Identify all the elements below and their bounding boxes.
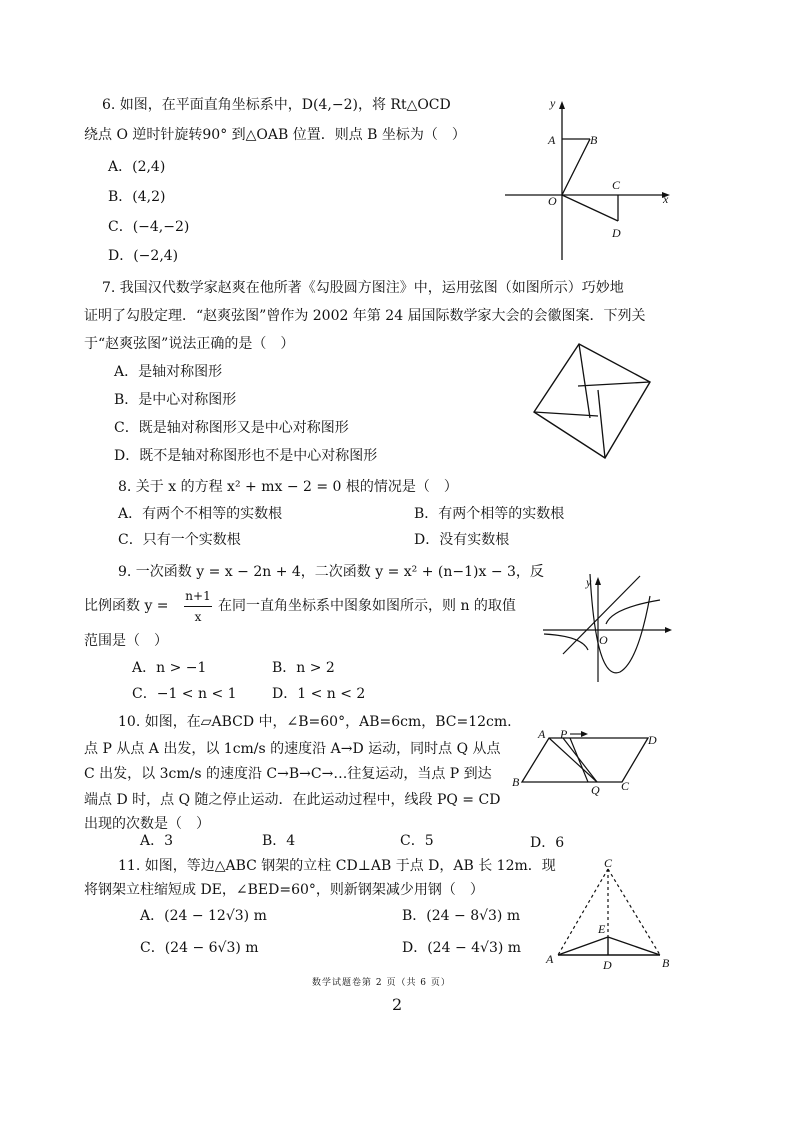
q8-option-d: D．没有实数根 bbox=[414, 532, 510, 548]
q10-b-label: B bbox=[512, 775, 520, 789]
q6-x-label: x bbox=[663, 192, 669, 206]
q9-stem-line2-pre: 比例函数 y = bbox=[84, 598, 169, 614]
q8-option-b: B．有两个相等的实数根 bbox=[414, 506, 565, 522]
q11-e-label: E bbox=[598, 922, 606, 936]
q10-d-label: D bbox=[648, 733, 657, 747]
q10-option-c: C．5 bbox=[400, 833, 434, 849]
q11-option-c: C．(24 − 6√3) m bbox=[140, 940, 259, 956]
q6-a-label: A bbox=[548, 133, 556, 147]
q10-option-d: D．6 bbox=[530, 835, 565, 851]
q9-fraction-numerator: n+1 bbox=[185, 589, 211, 603]
q11-c-label: C bbox=[604, 856, 613, 870]
q9-option-b: B．n > 2 bbox=[272, 660, 335, 676]
q8-stem: 8. 关于 x 的方程 x² + mx − 2 = 0 根的情况是（ ） bbox=[118, 479, 458, 495]
q7-zhao-shuang-figure bbox=[528, 340, 658, 460]
q10-q-label: Q bbox=[591, 783, 600, 797]
q10-stem-line2: 点 P 从点 A 出发，以 1cm/s 的速度沿 A→D 运动，同时点 Q 从点 bbox=[84, 741, 501, 757]
q6-y-label: y bbox=[550, 96, 556, 110]
q6-o-label: O bbox=[548, 194, 557, 208]
q11-option-b: B．(24 − 8√3) m bbox=[402, 908, 521, 924]
q9-option-c: C．−1 < n < 1 bbox=[132, 686, 237, 702]
q9-stem-line2-post: 在同一直角坐标系中图象如图所示，则 n 的取值 bbox=[218, 598, 516, 614]
page-number: 2 bbox=[392, 995, 403, 1014]
q9-function-graphs-figure bbox=[538, 570, 673, 685]
q10-stem-line4: 端点 D 时，点 Q 随之停止运动．在此运动过程中，线段 PQ = CD bbox=[84, 792, 501, 808]
q7-stem-line2: 证明了勾股定理．“赵爽弦图”曾作为 2002 年第 24 届国际数学家大会的会徽图案．下列关 bbox=[84, 308, 646, 324]
q11-stem-line1: 11. 如图，等边△ABC 钢架的立柱 CD⊥AB 于点 D，AB 长 12m．现 bbox=[118, 858, 556, 874]
q10-stem-line5: 出现的次数是（ ） bbox=[84, 816, 210, 832]
q7-stem-line3: 于“赵爽弦图”说法正确的是（ ） bbox=[84, 336, 295, 352]
q9-y-label: y bbox=[586, 575, 592, 589]
q10-option-b: B．4 bbox=[262, 833, 296, 849]
q8-option-c: C．只有一个实数根 bbox=[118, 532, 241, 548]
q9-option-d: D．1 < n < 2 bbox=[272, 686, 366, 702]
q11-option-d: D．(24 − 4√3) m bbox=[402, 940, 522, 956]
q9-fraction-denominator: x bbox=[194, 610, 202, 624]
q6-stem-line2: 绕点 O 逆时针旋转90° 到△OAB 位置．则点 B 坐标为（ ） bbox=[84, 127, 466, 143]
q6-c-label: C bbox=[612, 178, 621, 192]
q9-stem-line1: 9. 一次函数 y = x − 2n + 4，二次函数 y = x² + (n−1)x − 3，反 bbox=[118, 564, 544, 580]
q6-b-label: B bbox=[590, 133, 598, 147]
q10-parallelogram-figure bbox=[508, 724, 668, 800]
q9-stem-line3: 范围是（ ） bbox=[84, 633, 168, 649]
q7-option-c: C．既是轴对称图形又是中心对称图形 bbox=[114, 420, 349, 436]
q9-option-a: A．n > −1 bbox=[132, 660, 207, 676]
q10-p-label: P bbox=[560, 727, 568, 741]
q10-stem-line3: C 出发，以 3cm/s 的速度沿 C→B→C→…往复运动，当点 P 到达 bbox=[84, 766, 492, 782]
q10-stem-line1: 10. 如图，在▱ABCD 中，∠B=60°，AB=6cm，BC=12cm. bbox=[118, 714, 512, 730]
q11-steel-frame-figure bbox=[540, 855, 680, 975]
q8-option-a: A．有两个不相等的实数根 bbox=[118, 506, 283, 522]
q10-c-label: C bbox=[621, 779, 630, 793]
q11-option-a: A．(24 − 12√3) m bbox=[140, 908, 267, 924]
q7-option-d: D．既不是轴对称图形也不是中心对称图形 bbox=[114, 448, 378, 464]
q11-b-label: B bbox=[662, 956, 670, 970]
q6-option-c: C．(−4,−2) bbox=[108, 219, 190, 235]
q9-o-label: O bbox=[599, 633, 608, 647]
q6-stem-line1: 6. 如图，在平面直角坐标系中，D(4,−2)，将 Rt△OCD bbox=[102, 97, 451, 113]
q6-option-a: A．(2,4) bbox=[108, 159, 166, 175]
q10-a-label: A bbox=[538, 727, 546, 741]
q9-fraction-bar bbox=[184, 606, 212, 607]
q7-stem-line1: 7. 我国汉代数学家赵爽在他所著《勾股圆方图注》中，运用弦图（如图所示）巧妙地 bbox=[102, 280, 624, 296]
q7-option-a: A．是轴对称图形 bbox=[114, 364, 223, 380]
q6-option-d: D．(−2,4) bbox=[108, 248, 179, 264]
q11-a-label: A bbox=[546, 952, 554, 966]
q6-option-b: B．(4,2) bbox=[108, 189, 166, 205]
q11-stem-line2: 将钢架立柱缩短成 DE，∠BED=60°，则新钢架减少用钢（ ） bbox=[84, 882, 484, 898]
q11-d-label: D bbox=[603, 958, 612, 972]
q6-d-label: D bbox=[612, 226, 621, 240]
q6-coordinate-figure bbox=[500, 95, 680, 265]
page-footer: 数学试题卷第 2 页（共 6 页） bbox=[312, 978, 451, 988]
q7-option-b: B．是中心对称图形 bbox=[114, 392, 237, 408]
q10-option-a: A．3 bbox=[140, 833, 174, 849]
